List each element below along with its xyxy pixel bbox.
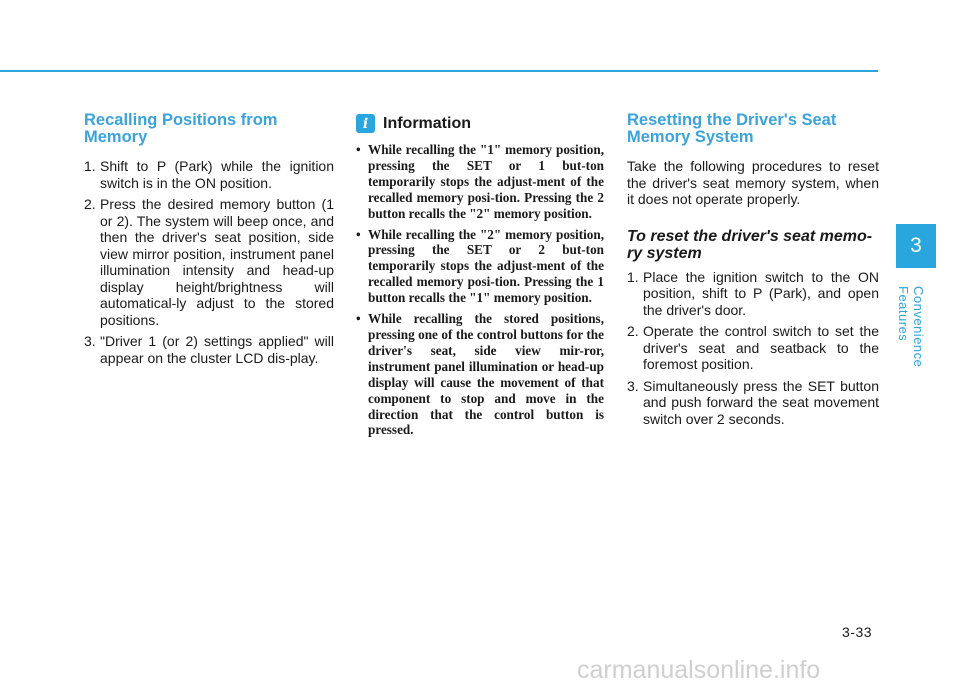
bullet-text: While recalling the "1" memory position, pressing the SET or 1 but-ton temporarily stops the adjust-ment of the recalled memory posi-tion. Pressing the 2 button recalls the "2" memory position. <box>368 142 604 221</box>
chapter-label: Convenience Features <box>896 286 926 368</box>
header-rule <box>0 70 878 72</box>
recall-section <box>84 112 334 371</box>
reset-subheading: To reset the driver's seat memo-ry system <box>627 227 873 262</box>
information-header <box>356 114 604 133</box>
step-text: Operate the control switch to set the driver's seat and seatback to the foremost position. <box>643 323 879 372</box>
step-number: 3. <box>627 377 639 394</box>
bullet-icon: • <box>356 311 361 327</box>
reset-section <box>627 112 879 432</box>
recall-heading: Recalling Positions from Memory <box>84 111 278 146</box>
step-text: Simultaneously press the SET button and push forward the seat movement switch over 2 seconds. <box>643 377 879 427</box>
recall-steps <box>84 158 334 366</box>
reset-steps <box>627 269 879 428</box>
information-box <box>356 112 604 443</box>
list-item <box>356 142 604 222</box>
step-number: 1. <box>84 158 96 174</box>
step-number: 1. <box>627 268 639 285</box>
information-list <box>356 142 604 438</box>
reset-intro: Take the following procedures to reset the driver's seat memory system, when it does not operate properly. <box>627 158 879 207</box>
step-number: 2. <box>84 196 96 212</box>
step-text: "Driver 1 (or 2) settings applied" will appear on the cluster LCD dis-play. <box>100 333 334 366</box>
watermark: carmanualsonline.info <box>577 656 821 684</box>
bullet-text: While recalling the "2" memory position, pressing the SET or 2 but-ton temporarily stops the adjust-ment of the recalled memory posi-tion. Pressing the 1 button recalls the "1" memory position. <box>368 226 604 306</box>
step-number: 2. <box>627 323 639 339</box>
bullet-icon: • <box>356 226 361 242</box>
bullet-icon: • <box>356 142 361 157</box>
reset-heading: Resetting the Driver's Seat Memory System <box>627 111 837 146</box>
chapter-tab <box>896 224 936 268</box>
step-text: Place the ignition switch to the ON position, shift to P (Park), and open the driver's door. <box>643 268 879 318</box>
list-item <box>627 323 879 373</box>
list-item <box>84 333 334 366</box>
list-item <box>627 378 879 428</box>
list-item <box>84 158 334 191</box>
list-item <box>627 269 879 319</box>
chapter-number: 3 <box>910 234 922 257</box>
list-item <box>356 227 604 307</box>
list-item <box>84 196 334 328</box>
information-title: Information <box>383 114 471 132</box>
step-text: Shift to P (Park) while the ignition switch is in the ON position. <box>100 158 334 191</box>
page-number: 3-33 <box>842 624 873 640</box>
list-item <box>356 311 604 438</box>
step-text: Press the desired memory button (1 or 2). The system will beep once, and then the driver's seat position, side view mirror position, instrument panel illumination intensity and head-up display height/brightness will automatical-ly adjust to the stored positions. <box>100 196 334 328</box>
bullet-text: While recalling the stored positions, pressing one of the control buttons for the driver's seat, side view mir-ror, instrument panel illumination or head-up display will cause the movement of that component to stop and move in the direction that the control button is pressed. <box>368 311 604 438</box>
info-icon: i <box>356 114 375 133</box>
step-number: 3. <box>84 333 96 349</box>
